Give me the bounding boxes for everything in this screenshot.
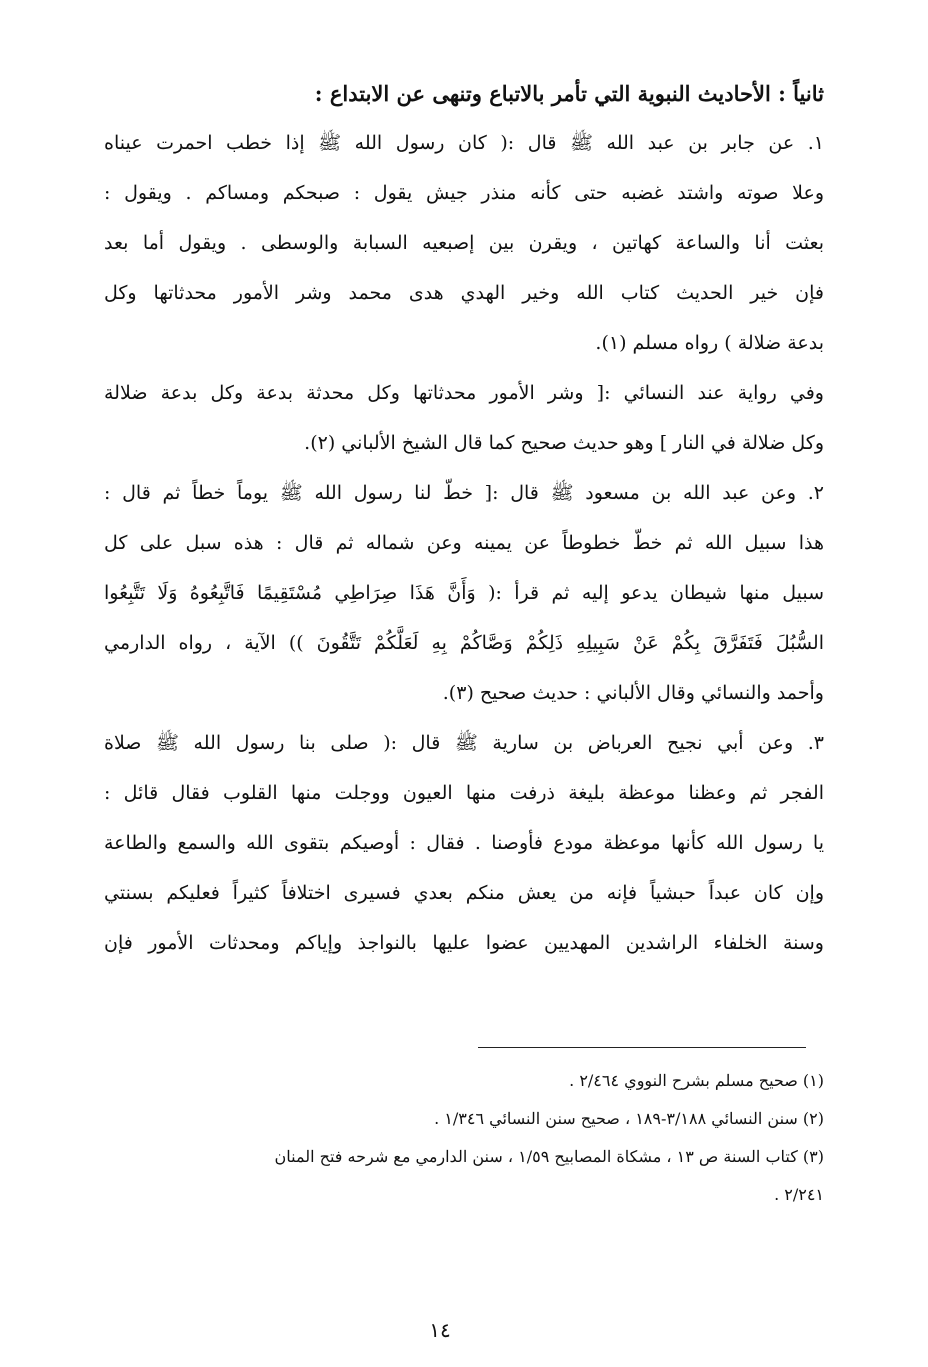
body-line: سبيل منها شيطان يدعو إليه ثم قرأ :( وَأَنَّ هَذَا صِرَاطِي مُسْتَقِيمًا فَاتَّبِعُوهُ وَلَا تَتَّبِعُوا bbox=[104, 582, 824, 604]
body-line: ١. عن جابر بن عبد الله ﷺ قال :( كان رسول الله ﷺ إذا خطب احمرت عيناه bbox=[104, 132, 824, 154]
body-text bbox=[104, 118, 824, 968]
body-line: وأحمد والنسائي وقال الألباني : حديث صحيح (٣). bbox=[442, 682, 824, 704]
body-line: فإن خير الحديث كتاب الله وخير الهدي هدى محمد وشر الأمور محدثاتها وكل bbox=[104, 282, 824, 304]
footnote-item: (٣) كتاب السنة ص ١٣ ، مشكاة المصابيح ١/٥٩ ، سنن الدارمي مع شرحه فتح المنان bbox=[274, 1147, 824, 1166]
body-line: ٢. وعن عبد الله بن مسعود ﷺ قال :[ خطّ لنا رسول الله ﷺ يوماً خطاً ثم قال : bbox=[104, 482, 824, 504]
footnote-item: ٢/٢٤١ . bbox=[774, 1185, 824, 1204]
body-line: هذا سبيل الله ثم خطّ خطوطاً عن يمينه وعن شماله ثم قال : هذه سبل على كل bbox=[104, 532, 824, 554]
page-number: ١٤ bbox=[429, 1318, 451, 1342]
body-line: بعثت أنا والساعة كهاتين ، ويقرن بين إصبعيه السبابة والوسطى . ويقول أما بعد bbox=[104, 232, 824, 254]
body-line: وسنة الخلفاء الراشدين المهديين عضوا عليها بالنواجذ وإياكم ومحدثات الأمور فإن bbox=[104, 932, 824, 954]
footnotes bbox=[140, 1062, 824, 1214]
body-line: وفي رواية عند النسائي :[ وشر الأمور محدثاتها وكل محدثة بدعة وكل بدعة ضلالة bbox=[104, 382, 824, 404]
footnote-item: (٢) سنن النسائي ٣/١٨٨-١٨٩ ، صحيح سنن النسائي ١/٣٤٦ . bbox=[434, 1109, 824, 1128]
footnote-item: (١) صحيح مسلم بشرح النووي ٢/٤٦٤ . bbox=[569, 1071, 824, 1090]
body-line: يا رسول الله كأنها موعظة مودع فأوصنا . فقال : أوصيكم بتقوى الله والسمع والطاعة bbox=[104, 832, 824, 854]
body-line: وكل ضلالة في النار ] وهو حديث صحيح كما قال الشيخ الألباني (٢). bbox=[304, 432, 824, 454]
body-line: الفجر ثم وعظنا موعظة بليغة ذرفت منها العيون ووجلت منها القلوب فقال قائل : bbox=[104, 782, 824, 804]
footnote-divider bbox=[478, 1047, 806, 1048]
body-line: وعلا صوته واشتد غضبه حتى كأنه منذر جيش يقول : صبحكم ومساكم . ويقول : bbox=[104, 182, 824, 204]
body-line: السُّبُلَ فَتَفَرَّقَ بِكُمْ عَنْ سَبِيلِهِ ذَلِكُمْ وَصَّاكُمْ بِهِ لَعَلَّكُمْ تَتَّقُونَ )) الآية ، رواه الدارمي bbox=[104, 632, 824, 654]
body-line: بدعة ضلالة ) رواه مسلم (١). bbox=[595, 332, 824, 354]
body-line: وإن كان عبداً حبشياً فإنه من يعش منكم بعدي فسيرى اختلافاً كثيراً فعليكم بسنتي bbox=[104, 882, 824, 904]
section-heading: ثانياً : الأحاديث النبوية التي تأمر بالاتباع وتنهى عن الابتداع : bbox=[314, 81, 824, 106]
body-line: ٣. وعن أبي نجيح العرباض بن سارية ﷺ قال :( صلى بنا رسول الله ﷺ صلاة bbox=[104, 732, 824, 754]
